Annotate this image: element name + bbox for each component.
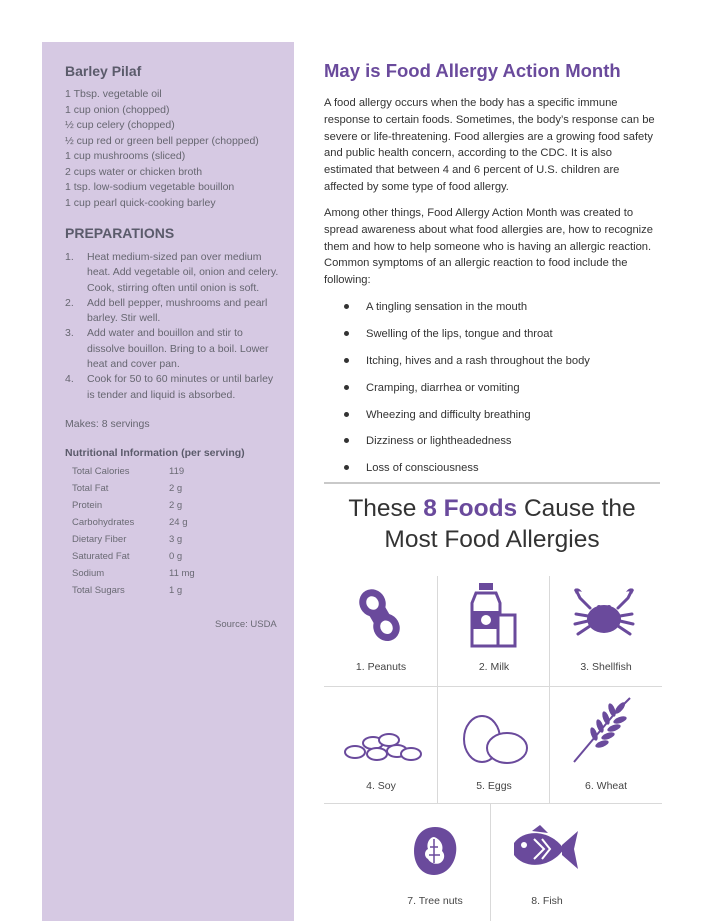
food-label: 2. Milk: [478, 661, 510, 673]
symptom-item: [342, 405, 590, 432]
nutrient-label: Protein: [72, 500, 103, 511]
ingredient-item: 1 tsp. low-sodium vegetable bouillon: [65, 181, 235, 193]
nutrition-row: [72, 480, 195, 497]
symptom-text: Wheezing and difficulty breathing: [366, 408, 531, 421]
bullet-icon: [344, 331, 349, 336]
food-tree-nuts: [410, 825, 460, 877]
food-label: 5. Eggs: [476, 780, 512, 792]
step-text: Add bell pepper, mushrooms and pearl barley. Stir well.: [87, 296, 268, 325]
grid-divider: [324, 803, 662, 804]
peanut-icon: [352, 583, 408, 649]
nutrition-row: [72, 463, 195, 480]
nutrition-row: [72, 582, 195, 599]
nutrition-table: [72, 463, 195, 599]
infographic-title-line1: [324, 493, 660, 524]
food-label: 4. Soy: [366, 780, 396, 792]
article-paragraph: Among other things, Food Allergy Action Month was created to spread awareness about what food allergies are, how to recognize them and how to help someone who is having an allergic reaction. Common symptoms of an allergic reaction to food include the following:: [324, 207, 653, 287]
nutrition-row: [72, 548, 195, 565]
preparation-step: [65, 372, 280, 403]
nutrient-label: Carbohydrates: [72, 517, 135, 528]
nutrient-value: 2 g: [169, 500, 183, 511]
preparations-heading: PREPARATIONS: [65, 225, 175, 241]
food-label: 1. Peanuts: [355, 661, 407, 673]
nutrient-value: 11 mg: [169, 568, 195, 579]
symptom-list: [342, 297, 590, 485]
title-text: Cause the: [517, 495, 636, 522]
nutrient-label: Saturated Fat: [72, 551, 130, 562]
title-text: These: [348, 495, 424, 522]
grid-divider: [490, 804, 491, 921]
grid-divider: [437, 576, 438, 804]
preparation-step: [65, 296, 280, 327]
food-wheat: [572, 696, 636, 764]
nutrition-row: [72, 514, 195, 531]
symptom-text: Itching, hives and a rash throughout the body: [366, 354, 590, 367]
food-peanuts: [352, 583, 408, 649]
infographic-title-line2: Most Food Allergies: [384, 526, 600, 553]
bullet-icon: [344, 304, 349, 309]
wheat-icon: [572, 696, 636, 764]
food-label: 6. Wheat: [584, 780, 628, 792]
recipe-sidebar: [42, 42, 294, 921]
crab-icon: [572, 586, 636, 642]
nutrition-row: [72, 531, 195, 548]
ingredient-item: 1 cup mushrooms (sliced): [65, 150, 186, 162]
nutrient-label: Total Calories: [72, 466, 130, 477]
nutrient-label: Total Fat: [72, 483, 109, 494]
nutrient-value: 119: [169, 466, 185, 477]
nutrition-heading: Nutritional Information (per serving): [65, 447, 245, 459]
bullet-icon: [344, 465, 349, 470]
food-eggs: [460, 713, 530, 767]
ingredient-item: 1 cup onion (chopped): [65, 103, 170, 116]
ingredient-item: ½ cup red or green bell pepper (chopped): [65, 134, 259, 147]
symptom-item: [342, 378, 590, 405]
bullet-icon: [344, 412, 349, 417]
preparation-step: [65, 326, 280, 372]
step-number: 2.: [65, 296, 74, 309]
food-soy: [343, 732, 423, 762]
step-number: 1.: [65, 251, 74, 263]
servings-note: Makes: 8 servings: [65, 418, 150, 430]
nutrient-value: 2 g: [169, 483, 183, 494]
fish-icon: [510, 825, 580, 873]
ingredient-item: ½ cup celery (chopped): [65, 119, 175, 131]
divider: [324, 482, 660, 484]
symptom-text: Swelling of the lips, tongue and throat: [366, 327, 553, 340]
article-paragraph: A food allergy occurs when the body has a specific immune response to certain foods. Sometimes, the body’s response can be severe or life-threatening. Food allergies are a growing food safety and public health concern, according to the CDC. It is also estimated that between 4 and 6 percent of U.S. children are affected by some type of food allergy.: [324, 97, 655, 193]
source-note: Source: USDA: [215, 619, 277, 630]
milk-icon: [470, 581, 518, 649]
grid-divider: [549, 576, 550, 804]
nutrient-value: 1 g: [169, 585, 183, 596]
nutrient-value: 0 g: [169, 551, 183, 562]
ingredient-list: [65, 87, 259, 211]
food-fish: [510, 825, 580, 873]
egg-icon: [460, 713, 530, 767]
nutrient-label: Sodium: [72, 568, 105, 579]
symptom-text: Cramping, diarrhea or vomiting: [366, 381, 520, 394]
step-text: Add water and bouillon and stir to dissolve bouillon. Bring to a boil. Lower heat and cover pan.: [87, 327, 269, 371]
bullet-icon: [344, 385, 349, 390]
ingredient-item: 2 cups water or chicken broth: [65, 165, 203, 178]
ingredient-item: 1 cup pearl quick-cooking barley: [65, 196, 216, 209]
symptom-item: [342, 431, 590, 458]
ingredient-item: 1 Tbsp. vegetable oil: [65, 88, 162, 100]
symptom-text: Loss of consciousness: [366, 462, 479, 475]
nutrient-value: 3 g: [169, 534, 183, 545]
symptom-item: [342, 324, 590, 351]
symptom-text: A tingling sensation in the mouth: [366, 301, 528, 313]
step-number: 4.: [65, 373, 74, 386]
nutrient-label: Dietary Fiber: [72, 534, 127, 545]
soybean-icon: [343, 732, 423, 762]
step-text: Heat medium-sized pan over medium heat. Add vegetable oil, onion and celery. Cook, stirring often until onion is soft.: [87, 251, 279, 294]
recipe-title: Barley Pilaf: [65, 63, 142, 79]
symptom-item: [342, 297, 590, 324]
step-text: Cook for 50 to 60 minutes or until barley is tender and liquid is absorbed.: [87, 373, 274, 401]
preparation-step: [65, 250, 280, 296]
bullet-icon: [344, 358, 349, 363]
infographic-title: [324, 493, 660, 555]
nutrient-label: Total Sugars: [72, 585, 125, 596]
symptom-text: Dizziness or lightheadedness: [366, 435, 512, 448]
symptom-item: [342, 351, 590, 378]
nutrition-row: [72, 565, 195, 582]
nutrient-value: 24 g: [169, 517, 188, 528]
step-number: 3.: [65, 327, 74, 340]
food-shellfish: [572, 586, 636, 642]
bullet-icon: [344, 438, 349, 443]
title-accent: 8 Foods: [423, 495, 518, 522]
food-label: 7. Tree nuts: [407, 895, 463, 907]
food-milk: [470, 581, 518, 649]
preparation-steps: [65, 250, 280, 403]
walnut-icon: [410, 825, 460, 877]
article-title: May is Food Allergy Action Month: [324, 60, 621, 81]
grid-divider: [324, 686, 662, 687]
food-label: 3. Shellfish: [580, 661, 632, 673]
food-label: 8. Fish: [531, 895, 563, 907]
nutrition-row: [72, 497, 195, 514]
